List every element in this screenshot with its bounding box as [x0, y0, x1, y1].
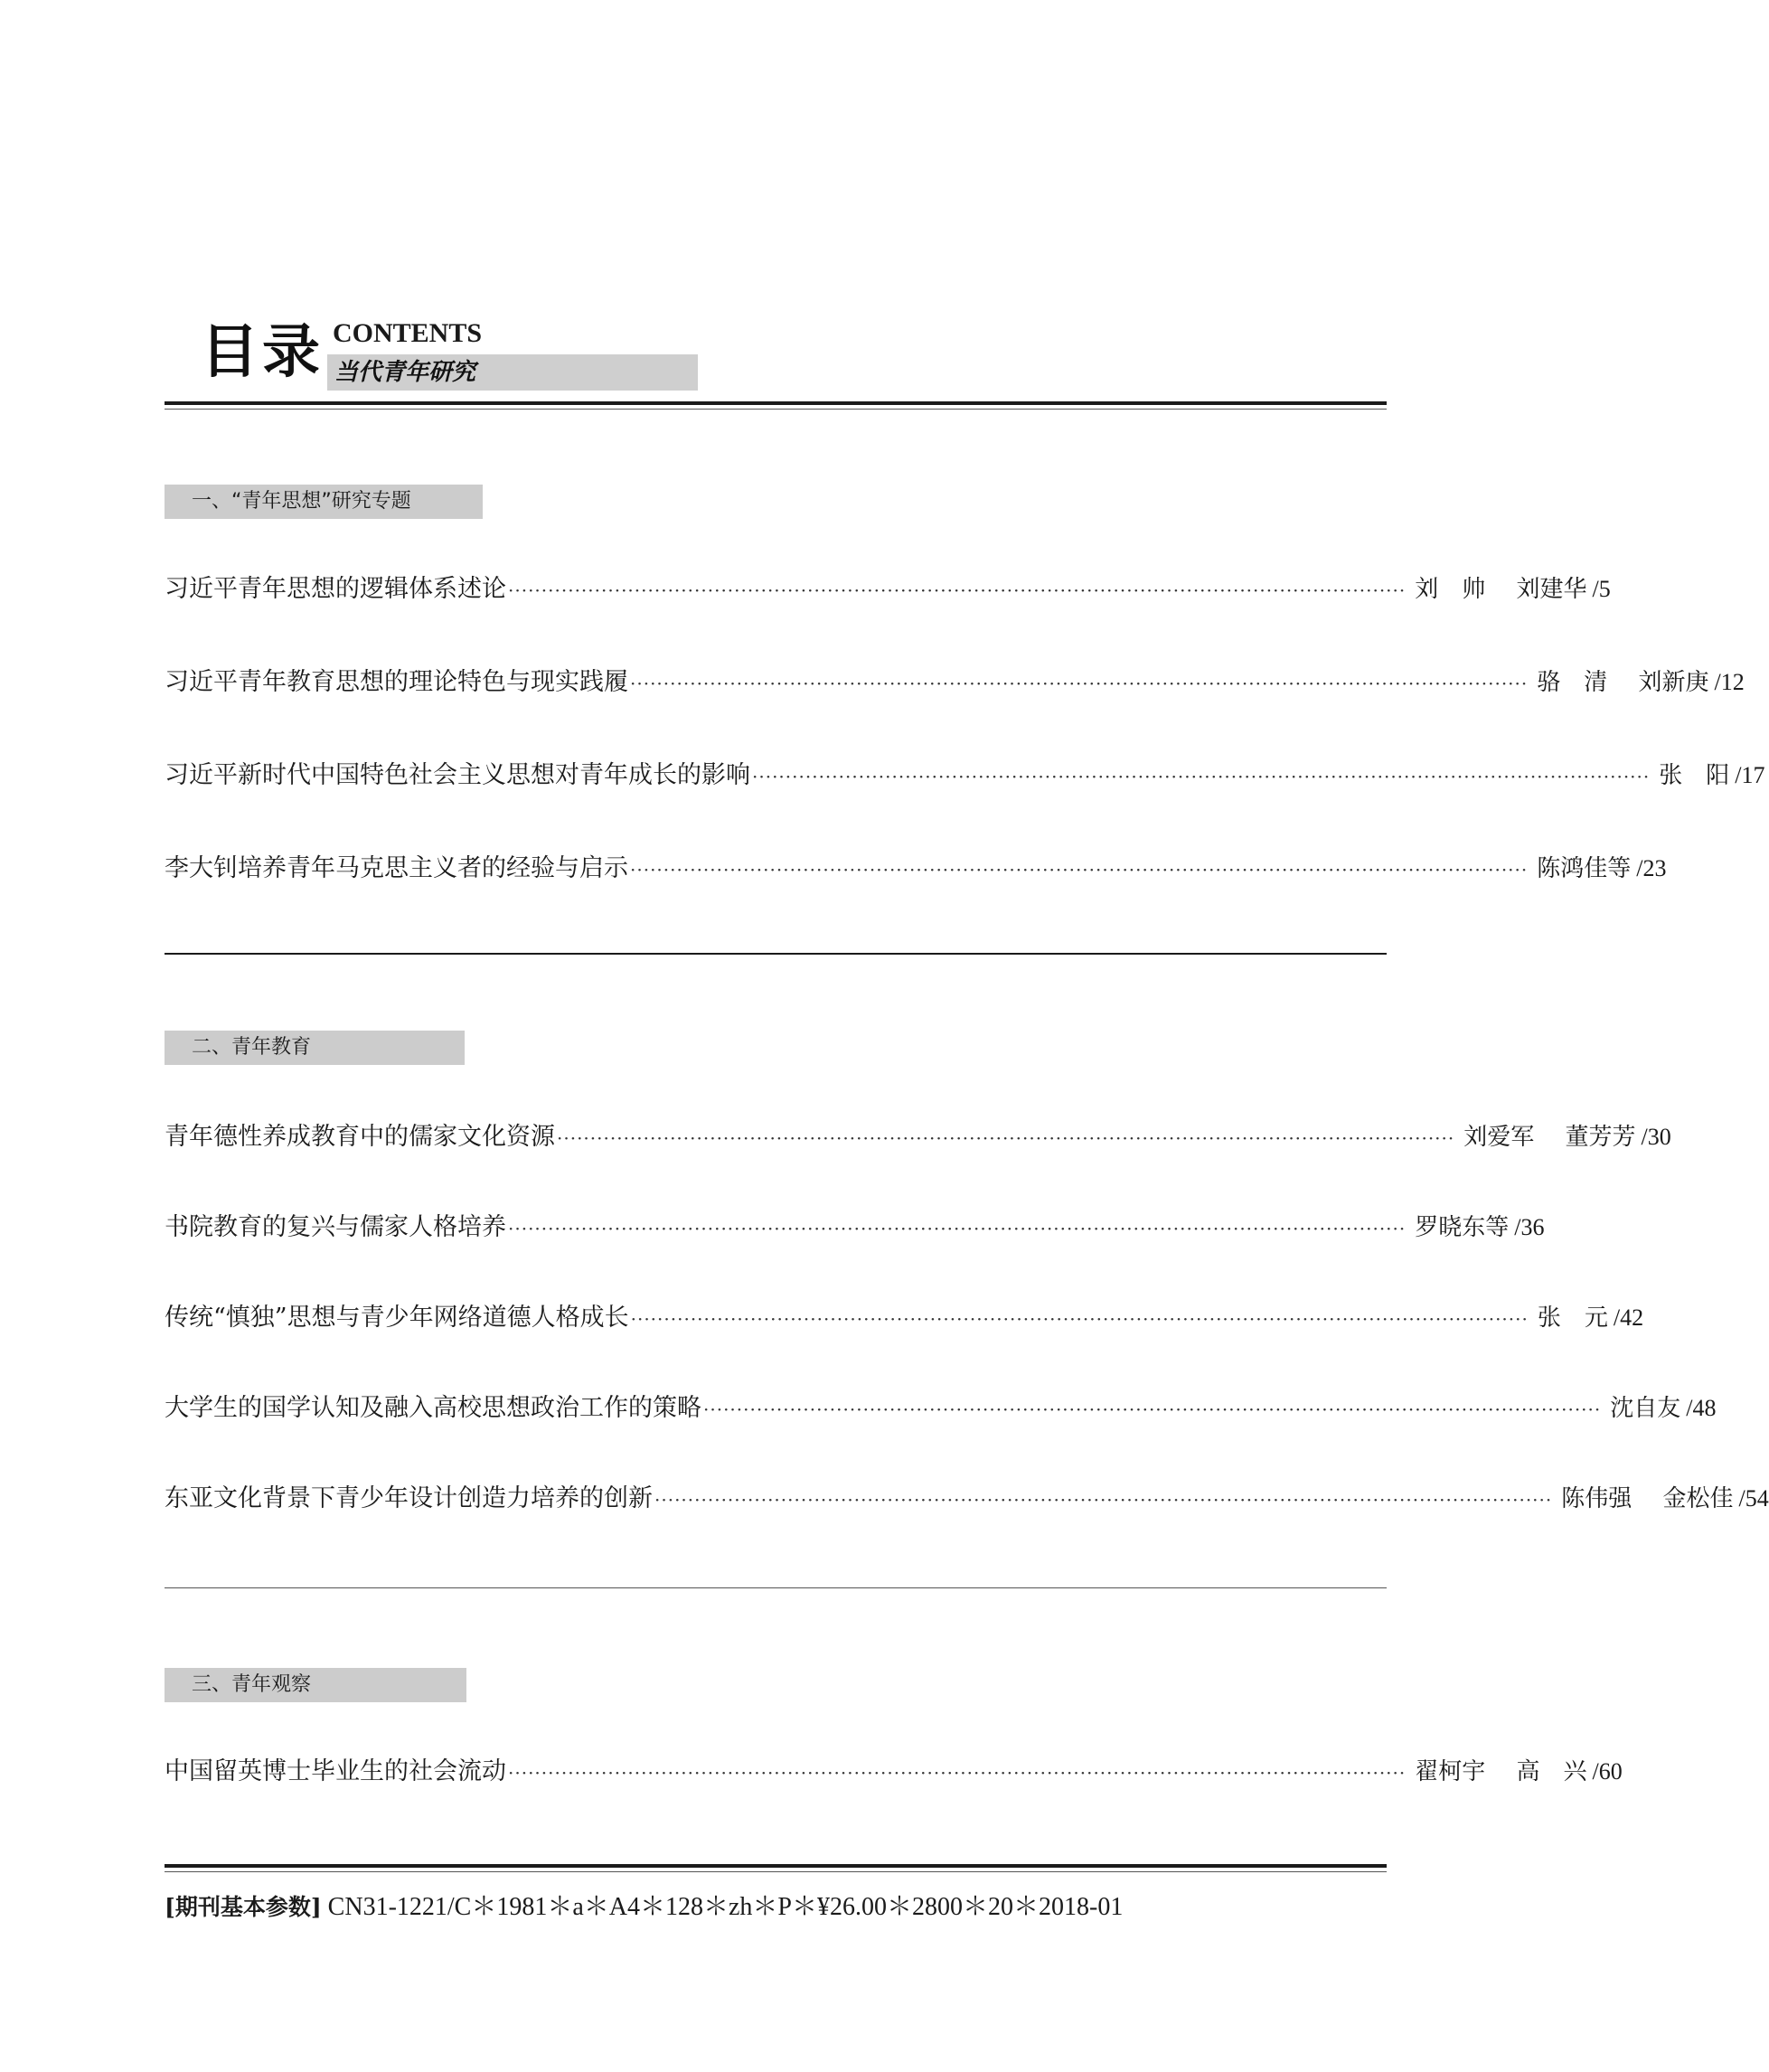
entry-page: /12: [1714, 669, 1745, 695]
section-label-1: 一、“青年思想”研究专题: [165, 485, 483, 519]
header-rule-thick: [165, 401, 1387, 405]
entry-page: /17: [1735, 762, 1765, 788]
header-rule-thin: [165, 409, 1387, 410]
page-title: 目录: [201, 319, 324, 386]
entry-title: 东亚文化背景下青少年设计创造力培养的创新: [165, 1484, 653, 1512]
entry-page: /23: [1636, 855, 1667, 881]
toc-entry[interactable]: [165, 756, 1765, 796]
entry-title: 李大钊培养青年马克思主义者的经验与启示: [165, 854, 628, 882]
entry-title: 习近平青年教育思想的理论特色与现实践履: [165, 668, 628, 696]
entry-authors: 陈鸿佳等: [1537, 855, 1632, 882]
toc-entry[interactable]: [165, 1298, 1644, 1338]
leader-dots: ·······································································································································: [630, 1308, 1529, 1330]
toc-entry[interactable]: [165, 663, 1745, 702]
toc-entry[interactable]: [165, 1117, 1671, 1157]
entry-authors: 张 阳: [1659, 762, 1730, 789]
parameters-values: CN31-1221/C＊1981＊a＊A4＊128＊zh＊P＊¥26.00＊2800＊20＊2018-01: [321, 1893, 1124, 1921]
section-label-3: 三、青年观察: [165, 1668, 466, 1702]
section-divider: [165, 1587, 1387, 1588]
leader-dots: ·······································································································································: [508, 1762, 1407, 1784]
footer-rule-thick: [165, 1864, 1387, 1868]
entry-authors: 张 元: [1537, 1304, 1608, 1332]
entry-authors: 罗晓东等: [1415, 1214, 1510, 1241]
journal-name: 当代青年研究: [334, 359, 476, 386]
entry-title: 习近平新时代中国特色社会主义思想对青年成长的影响: [165, 761, 750, 789]
entry-authors: 骆 清 刘新庚: [1537, 669, 1709, 696]
entry-title: 中国留英博士毕业生的社会流动: [165, 1757, 506, 1785]
footer-rule-thin: [165, 1871, 1387, 1872]
entry-title: 书院教育的复兴与儒家人格培养: [165, 1213, 506, 1241]
entry-authors: 刘 帅 刘建华: [1415, 576, 1587, 603]
journal-parameters: [165, 1892, 1123, 1923]
entry-title: 青年德性养成教育中的儒家文化资源: [165, 1123, 555, 1151]
leader-dots: ·······································································································································: [752, 766, 1651, 787]
entry-title: 大学生的国学认知及融入高校思想政治工作的策略: [165, 1394, 701, 1422]
entry-page: /48: [1686, 1395, 1717, 1421]
toc-entry[interactable]: [165, 1208, 1545, 1248]
leader-dots: ·······································································································································: [630, 673, 1529, 694]
contents-label: CONTENTS: [333, 318, 483, 348]
parameters-label: [期刊基本参数]: [165, 1894, 322, 1920]
toc-entry[interactable]: [165, 1479, 1769, 1519]
entry-title: 习近平青年思想的逻辑体系述论: [165, 575, 506, 603]
entry-page: /5: [1592, 576, 1611, 602]
leader-dots: ·······································································································································: [557, 1127, 1455, 1149]
toc-entry[interactable]: [165, 1389, 1717, 1428]
section-divider: [165, 953, 1387, 955]
entry-authors: 刘爱军 董芳芳: [1463, 1124, 1636, 1151]
toc-entry[interactable]: [165, 1752, 1623, 1792]
entry-title: 传统“慎独”思想与青少年网络道德人格成长: [165, 1304, 629, 1332]
entry-page: /36: [1514, 1214, 1545, 1240]
entry-page: /30: [1641, 1124, 1671, 1150]
entry-page: /42: [1613, 1304, 1644, 1331]
section-label-2: 二、青年教育: [165, 1031, 465, 1065]
entry-page: /60: [1592, 1758, 1623, 1785]
leader-dots: ·······································································································································: [654, 1489, 1553, 1511]
leader-dots: ·······································································································································: [508, 579, 1407, 601]
entry-page: /54: [1738, 1485, 1769, 1512]
toc-entry[interactable]: [165, 570, 1611, 609]
leader-dots: ·······································································································································: [703, 1399, 1602, 1420]
entry-authors: 翟柯宇 高 兴: [1415, 1758, 1587, 1785]
entry-authors: 沈自友: [1610, 1395, 1681, 1422]
leader-dots: ·······································································································································: [508, 1218, 1407, 1239]
leader-dots: ·······································································································································: [630, 859, 1529, 881]
toc-entry[interactable]: [165, 849, 1667, 889]
entry-authors: 陈伟强 金松佳: [1561, 1485, 1734, 1512]
